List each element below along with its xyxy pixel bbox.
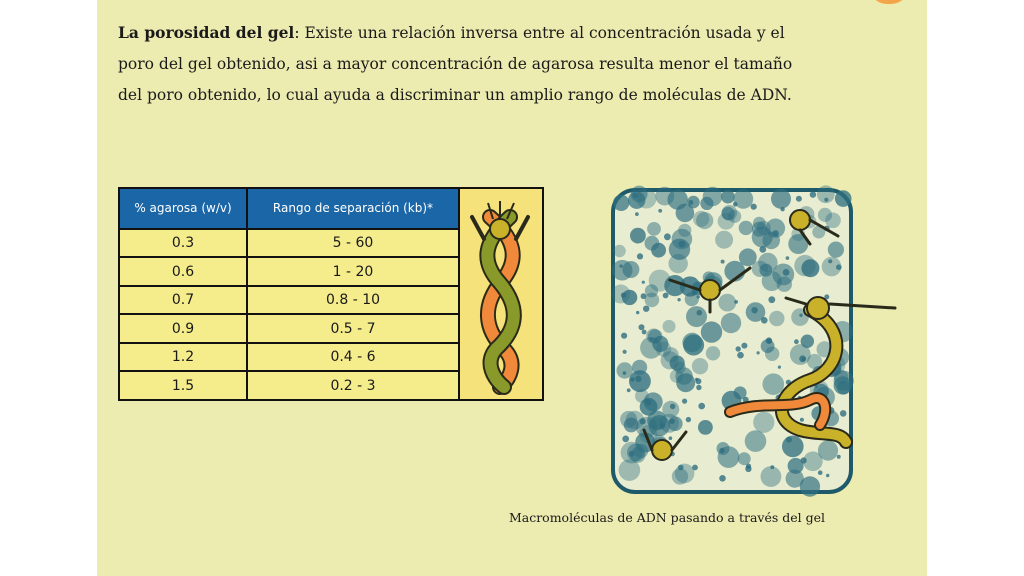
gel-bead	[733, 189, 753, 209]
gel-bead	[695, 378, 701, 384]
gel-bead	[635, 212, 639, 216]
agarose-value: 0.7	[119, 286, 247, 315]
gel-bead	[771, 189, 791, 209]
range-value: 1 - 20	[247, 257, 459, 286]
gel-bead	[669, 436, 673, 440]
range-value: 0.4 - 6	[247, 343, 459, 372]
gel-bead	[810, 191, 816, 197]
gel-bead	[701, 321, 722, 342]
gel-bead	[828, 242, 844, 258]
gel-bead	[759, 264, 772, 277]
gel-bead	[736, 346, 741, 351]
gel-bead	[834, 376, 852, 394]
gel-bead	[794, 255, 815, 276]
gel-bead	[741, 343, 747, 349]
gel-bead	[627, 388, 631, 392]
header-range: Rango de separación (kb)*	[247, 188, 459, 229]
corner-decoration	[869, 0, 909, 4]
gel-bead	[630, 228, 646, 244]
gel-bead	[682, 399, 687, 404]
gel-bead	[757, 351, 760, 354]
gel-bead	[636, 311, 639, 314]
gel-bead	[611, 285, 630, 304]
gel-bead	[817, 185, 835, 203]
dna-dancer-icon	[460, 189, 542, 395]
gel-bead	[637, 253, 643, 259]
gel-bead	[640, 337, 662, 359]
gel-bead	[826, 474, 829, 477]
gel-bead	[706, 346, 720, 360]
gel-bead	[835, 190, 852, 207]
gel-bead	[721, 313, 741, 333]
gel-bead	[668, 189, 688, 209]
gel-bead	[786, 470, 804, 488]
gel-bead	[718, 294, 736, 312]
figure-caption: Macromoléculas de ADN pasando a través del gel	[508, 510, 826, 525]
gel-bead	[751, 204, 757, 210]
gel-bead	[739, 221, 753, 235]
gel-bead	[613, 245, 625, 257]
gel-bead	[786, 256, 790, 260]
gel-bead	[767, 339, 772, 344]
gel-bead	[728, 210, 741, 223]
gel-bead	[642, 281, 645, 284]
gel-bead	[663, 293, 669, 299]
gel-illustration	[610, 180, 910, 500]
gel-bead	[670, 356, 685, 371]
gel-bead	[840, 410, 847, 417]
gel-bead	[636, 189, 656, 209]
gel-bead	[800, 418, 804, 422]
gel-bead	[782, 436, 804, 458]
gel-bead	[622, 436, 629, 443]
gel-bead	[753, 412, 774, 433]
range-value: 5 - 60	[247, 229, 459, 258]
gel-bead	[647, 222, 661, 236]
agarose-table	[118, 187, 544, 401]
gel-bead	[721, 190, 735, 204]
gel-bead	[734, 300, 738, 304]
gel-bead	[751, 307, 757, 313]
gel-bead	[639, 324, 645, 330]
gel-bead	[688, 200, 693, 205]
gel-bead	[658, 209, 662, 213]
gel-bead	[738, 452, 751, 465]
gel-bead	[683, 335, 704, 356]
gel-bead	[696, 385, 701, 390]
gel-bead	[719, 475, 726, 482]
gel-bead	[757, 221, 771, 235]
intro-paragraph	[118, 17, 818, 111]
gel-bead	[643, 306, 649, 312]
gel-bead	[613, 195, 629, 211]
dna-illustration-cell	[459, 188, 543, 400]
gel-bead	[669, 239, 690, 260]
gel-bead	[761, 466, 782, 487]
gel-bead	[818, 208, 832, 222]
gel-bead	[632, 193, 637, 198]
gel-bead	[803, 452, 823, 472]
gel-bead	[721, 260, 725, 264]
gel-bead	[770, 465, 774, 469]
gel-bead	[670, 404, 676, 410]
gel-bead	[642, 330, 647, 335]
gel-bead	[746, 464, 751, 469]
gel-bead	[836, 264, 842, 270]
gel-bead	[768, 296, 775, 303]
agarose-value: 0.3	[119, 229, 247, 258]
gel-bead	[778, 366, 781, 369]
gel-bead	[718, 446, 740, 468]
gel-bead	[623, 371, 627, 375]
gel-bead	[796, 196, 802, 202]
gel-bead	[677, 298, 680, 301]
gel-bead	[700, 197, 713, 210]
gel-bead	[686, 306, 707, 327]
gel-bead	[651, 417, 664, 430]
slide	[97, 0, 927, 576]
gel-bead	[612, 260, 633, 281]
gel-bead	[818, 470, 823, 475]
table-header-row	[119, 188, 543, 229]
range-value: 0.5 - 7	[247, 314, 459, 343]
gel-bead	[686, 417, 691, 422]
gel-bead	[790, 344, 811, 365]
gel-bead	[786, 437, 792, 443]
gel-bead	[769, 311, 784, 326]
gel-bead	[698, 403, 705, 410]
gel-bead	[745, 430, 767, 452]
gel-bead	[626, 411, 645, 430]
gel-bead	[761, 317, 768, 324]
gel-bead	[669, 419, 675, 425]
gel-bead	[737, 352, 744, 359]
gel-bead	[693, 211, 709, 227]
gel-bead	[663, 320, 676, 333]
range-value: 0.2 - 3	[247, 371, 459, 400]
gel-bead	[621, 333, 627, 339]
gel-bead	[763, 373, 785, 395]
gel-bead	[672, 468, 688, 484]
gel-bead	[670, 369, 683, 382]
gel-bead	[623, 350, 627, 354]
header-agarose: % agarosa (w/v)	[119, 188, 247, 229]
gel-bead	[692, 358, 708, 374]
agarose-value: 0.9	[119, 314, 247, 343]
gel-bead	[635, 376, 641, 382]
agarose-value: 1.5	[119, 371, 247, 400]
gel-bead	[759, 246, 766, 253]
gel-bead	[645, 293, 660, 308]
gel-bead	[794, 339, 799, 344]
gel-bead	[697, 310, 703, 316]
intro-text: : Existe una relación inversa entre al concentración usada y el poro del gel obtenido, asi a mayor concentración de agarosa resulta menor el tamaño del poro obtenido, lo cual ayuda a discriminar un amplio rango de moléculas de ADN.	[118, 24, 793, 104]
gel-bead	[651, 243, 666, 258]
agarose-value: 1.2	[119, 343, 247, 372]
agarose-value: 0.6	[119, 257, 247, 286]
gel-bead	[664, 233, 671, 240]
gel-bead	[698, 420, 713, 435]
gel-bead	[641, 293, 647, 299]
gel-bead	[715, 231, 733, 249]
intro-title: La porosidad del gel	[118, 23, 295, 42]
gel-bead	[837, 455, 841, 459]
gel-bead	[777, 277, 792, 292]
range-value: 0.8 - 10	[247, 286, 459, 315]
gel-bead	[621, 442, 643, 464]
